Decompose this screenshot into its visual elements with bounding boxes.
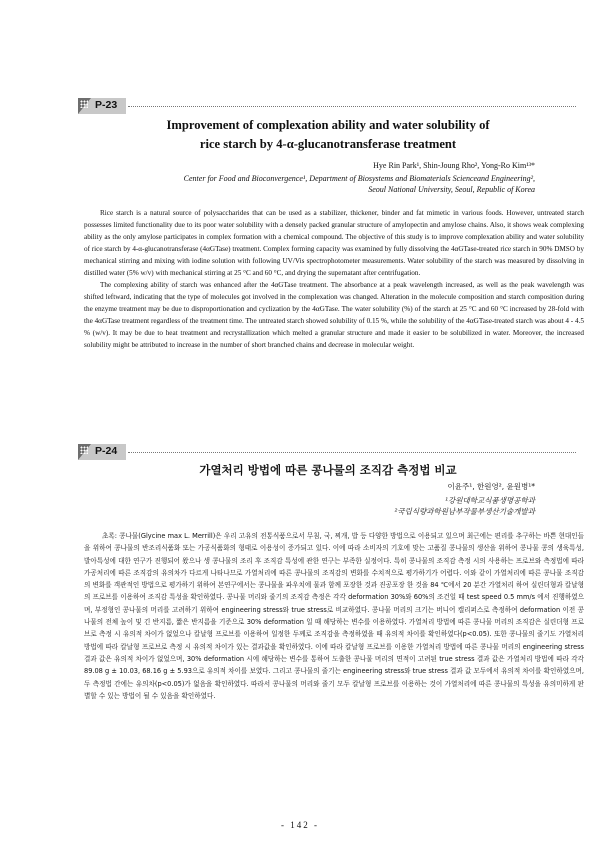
divider bbox=[128, 452, 576, 453]
paper-title: 가열처리 방법에 따른 콩나물의 조직감 측정법 비교 bbox=[199, 463, 457, 477]
badge-label: P-23 bbox=[95, 99, 118, 111]
badge-dots-icon bbox=[80, 446, 88, 454]
abstract-paragraph: 초록: 콩나물(Glycine max L. Merrill)은 우리 고유의 전통식품으로서 무침, 국, 찌개, 밥 등 다양한 방법으로 이용되고 있으며 최근에는 편리를 추구하는 바쁜 현대인들을 위하여 콩나물의 반조리식품화 또는 가공식품화의 형태로 이용성이 증가되고 있다. 이에 따라 소비자의 기호에 맞는 고품질 콩나물의 생산을 위하여 콩나물 콩의 생육특성, 발아특성에 대한 연구가 진행되어 왔으나 생 콩나물의 조리 후 조직감 특성에 관한 연구는 부족한 실정이다. 특히 콩나물의 조직감 측정 시의 사용하는 프로브와 측정법에 따라 가공처리에 따른 조직감의 유의차가 다르게 나타나므로 가열처리에 따른 콩나물의 조직감의 변화를 수치적으로 평가하기가 어렵다. 이와 같이 가열처리에 따른 콩나물 조직감의 변화를 객관적인 방법으로 평가하기 위하여 본연구에서는 콩나물을 파우치에 물과 함께 포장한 것과 진공포장 한 것을 84 ℃에서 20 분간 가열처리 하여 실린더형과 칼날형의 프로브를 이용하여 조직감 특성을 확인하였다. 콩나물 머리와 줄기의 조직감 측정은 각각 deformation 30%와 60%의 조건일 때 test speed 0.5 mm/s 에서 진행하였으며, 부정형인 콩나물의 머리를 고려하기 위하여 engineering stress와 true stress로 비교하였다. 콩나물 머리의 크기는 버니어 캘리퍼스로 측정하여 deformation 이전 콩나물의 전체 높이 및 긴 반지름, 짧은 반지름을 기준으로 30% deformation 일 때 해당하는 변수를 이용하였다. 가열처리 방법에 따른 콩나물 머리의 조직감은 실린더형 프로브로 측정 시 유의적 차이가 없었으나 칼날형 프로브를 이용하여 일정한 두께로 조직감을 측정하였을 때 유의적 차이를 확인하였다(p<0.05). 또한 콩나물의 줄기도 가열처리 방법에 따라 칼날형 프로브로 측정 시 유의적 차이가 있는 결과값을 확인하였다. 이에 따라 칼날형 프로브를 이용한 가열처리 방법에 따른 콩나물 머리의 engineering stress 결과 값은 유의적 차이가 없었으며, 30% deformation 시에 해당하는 변수를 통하여 도출한 콩나물 머리의 면적이 고려된 true stress 결과 값은 가열처리 방법에 따라 각각 89.08 g ± 10.03, 68.16 g ± 5.93으로 유의적 차이를 보였다. 그리고 콩나물의 줄기는 engineering stress와 true stress 결과 값 모두에서 유의적 차이를 확인하였으며, 두 측정법 간에는 유의차(p<0.05)가 없음을 확인하였다. 따라서 콩나물의 머리와 줄기 모두 칼날형 프로브를 이용하는 것이 가열처리에 따른 콩나물의 특성을 유의미하게 판별할 수 있는 방법이 될 수 있음을 확인하였다. bbox=[84, 532, 584, 700]
abstract-badge bbox=[78, 444, 126, 460]
title-line-2: rice starch by 4-α-glucanotransferase treatment bbox=[199, 137, 457, 151]
affiliation-line-2: Seoul National University, Seoul, Republic of Korea bbox=[368, 185, 535, 194]
badge-label: P-24 bbox=[95, 445, 118, 457]
divider bbox=[128, 106, 576, 107]
abstract-body bbox=[84, 207, 584, 351]
badge-dots-icon bbox=[80, 100, 88, 108]
title-line-1: Improvement of complexation ability and water solubility of bbox=[166, 118, 490, 132]
affiliation bbox=[184, 173, 535, 195]
affiliation-line-1: Center for Food and Bioconvergence¹, Department of Biosystems and Biomaterials Scienceand Engineering², bbox=[183, 174, 535, 183]
abstract-paragraph-2: The complexing ability of starch was enhanced after the 4αGTase treatment. The absorbance at a peak wavelength increased, as well as the peak wavelength was shifted leftward, indicating that the type of molecules got involved in the complexation was changed. Alteration in the molecule composition and starch composition during the enzyme treatment may be due to disproportionation and cyclization by the 4αGTase. The water solubility (%) of the starch at 25 °C and 60 °C increased by 28-fold with the 4αGTase treatment regardless of the treatment time. The untreated starch showed solubility of 0.15 %, while the solubility of the 4αGTase-treated starch was about 4 - 4.5 % (w/v). It may be due to heat treatment and recrystallization which melted a granular structure and made it easier to be solubilized in water. Moreover, the increased solubility might be attributed to increase in the number of short branched chains and decrease in molecular weight. bbox=[84, 281, 584, 349]
abstract-body bbox=[84, 530, 584, 702]
paper-title bbox=[80, 116, 576, 154]
authors: Hye Rin Park¹, Shin-Joung Rho², Yong-Ro Kim¹³* bbox=[373, 161, 535, 170]
affiliation-line-2: ²국립식량과학원남부작물부생산기술개발과 bbox=[394, 507, 535, 516]
authors: 이윤주¹, 한원영², 윤원병¹* bbox=[447, 482, 535, 491]
abstract-paragraph-1: Rice starch is a natural source of polysaccharides that can be used as a stabilizer, thickener, binder and fat mimetic in various foods. However, untreated starch possesses limited functionality due to its poor water solubility with a densely packed granular structure of amylopectin and amylose chains. Also, it shows weak complexing ability as the only amylose participates in complex formation with a chemical compound. The objective of this study is to improve complexation ability and water solubility of rice starch by 4-α-glucanotransferase (4αGTase) treatment. Complex forming capacity was examined by fully dissolving the 4αGTase-treated rice starch in 90% DMSO by mechanical stirring and mixing with iodine solution with following UV/Vis spectrophotometer measurements. Water solubility of the starch was measured by dissolving in distilled water (5% w/v) with mechanical stirring at 25 °C and 60 °C, and drying the supernatant after centrifugation. bbox=[84, 209, 584, 277]
abstract-badge bbox=[78, 98, 126, 114]
affiliation bbox=[394, 495, 535, 517]
affiliation-line-1: ¹강원대학교식품생명공학과 bbox=[445, 496, 535, 505]
page-number: - 142 - bbox=[281, 820, 319, 830]
